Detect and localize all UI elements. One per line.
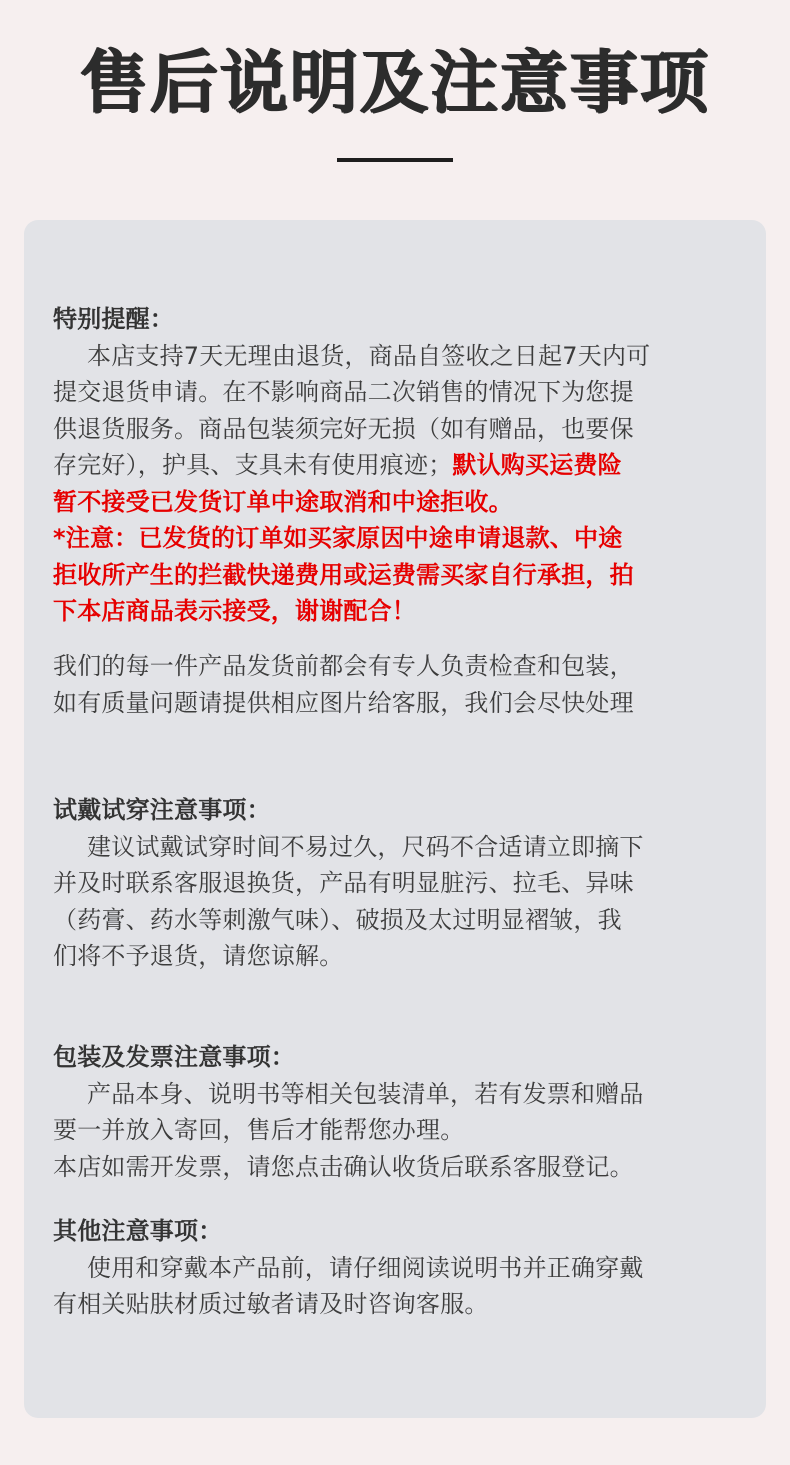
packaging-line-2: 要一并放入寄回，售后才能帮您办理。 <box>53 1116 465 1144</box>
page-title: 售后说明及注意事项 <box>79 44 710 123</box>
special-heading: 特别提醒： <box>53 305 174 333</box>
attention-line-1: *注意：已发货的订单如买家原因中途申请退款、中途 <box>53 524 623 552</box>
tryon-line-3: （药膏、药水等刺激气味）、破损及太过明显褶皱，我 <box>53 905 622 934</box>
packaging-section <box>53 1039 753 1185</box>
packaging-line-1: 产品本身、说明书等相关包装清单，若有发票和赠品 <box>87 1079 644 1108</box>
other-line-1: 使用和穿戴本产品前，请仔细阅读说明书并正确穿戴 <box>87 1253 644 1282</box>
attention-line-2: 拒收所产生的拦截快递费用或运费需买家自行承担，拍 <box>53 560 634 589</box>
freight-insurance-note: 默认购买运费险 <box>452 451 622 479</box>
other-heading: 其他注意事项： <box>53 1217 223 1245</box>
special-line-3: 供退货服务。商品包装须完好无损（如有赠品，也要保 <box>53 414 634 443</box>
title-divider <box>337 158 453 162</box>
tryon-heading: 试戴试穿注意事项： <box>53 796 271 824</box>
packaging-line-3: 本店如需开发票，请您点击确认收货后联系客服登记。 <box>53 1152 634 1181</box>
tryon-line-1: 建议试戴试穿时间不易过久，尺码不合适请立即摘下 <box>87 832 644 861</box>
other-section <box>53 1213 753 1323</box>
special-line-1: 本店支持7天无理由退货，商品自签收之日起7天内可 <box>87 341 651 370</box>
quality-line-2: 如有质量问题请提供相应图片给客服，我们会尽快处理 <box>53 688 634 717</box>
other-line-2: 有相关贴肤材质过敏者请及时咨询客服。 <box>53 1290 489 1318</box>
tryon-section <box>53 792 753 975</box>
special-reminder-section <box>53 301 753 630</box>
packaging-heading: 包装及发票注意事项： <box>53 1043 295 1071</box>
tryon-line-4: 们将不予退货，请您谅解。 <box>53 942 344 970</box>
quality-section <box>53 648 753 721</box>
no-cancel-note: 暂不接受已发货订单中途取消和中途拒收。 <box>53 487 513 516</box>
quality-line-1: 我们的每一件产品发货前都会有专人负责检查和包装， <box>53 652 634 680</box>
special-line-4 <box>53 447 753 484</box>
special-line-2: 提交退货申请。在不影响商品二次销售的情况下为您提 <box>53 378 634 406</box>
special-line-4-text: 存完好），护具、支具未有使用痕迹； <box>53 451 453 479</box>
attention-line-3: 下本店商品表示接受，谢谢配合！ <box>53 597 416 625</box>
tryon-line-2: 并及时联系客服退换货，产品有明显脏污、拉毛、异味 <box>53 869 634 897</box>
